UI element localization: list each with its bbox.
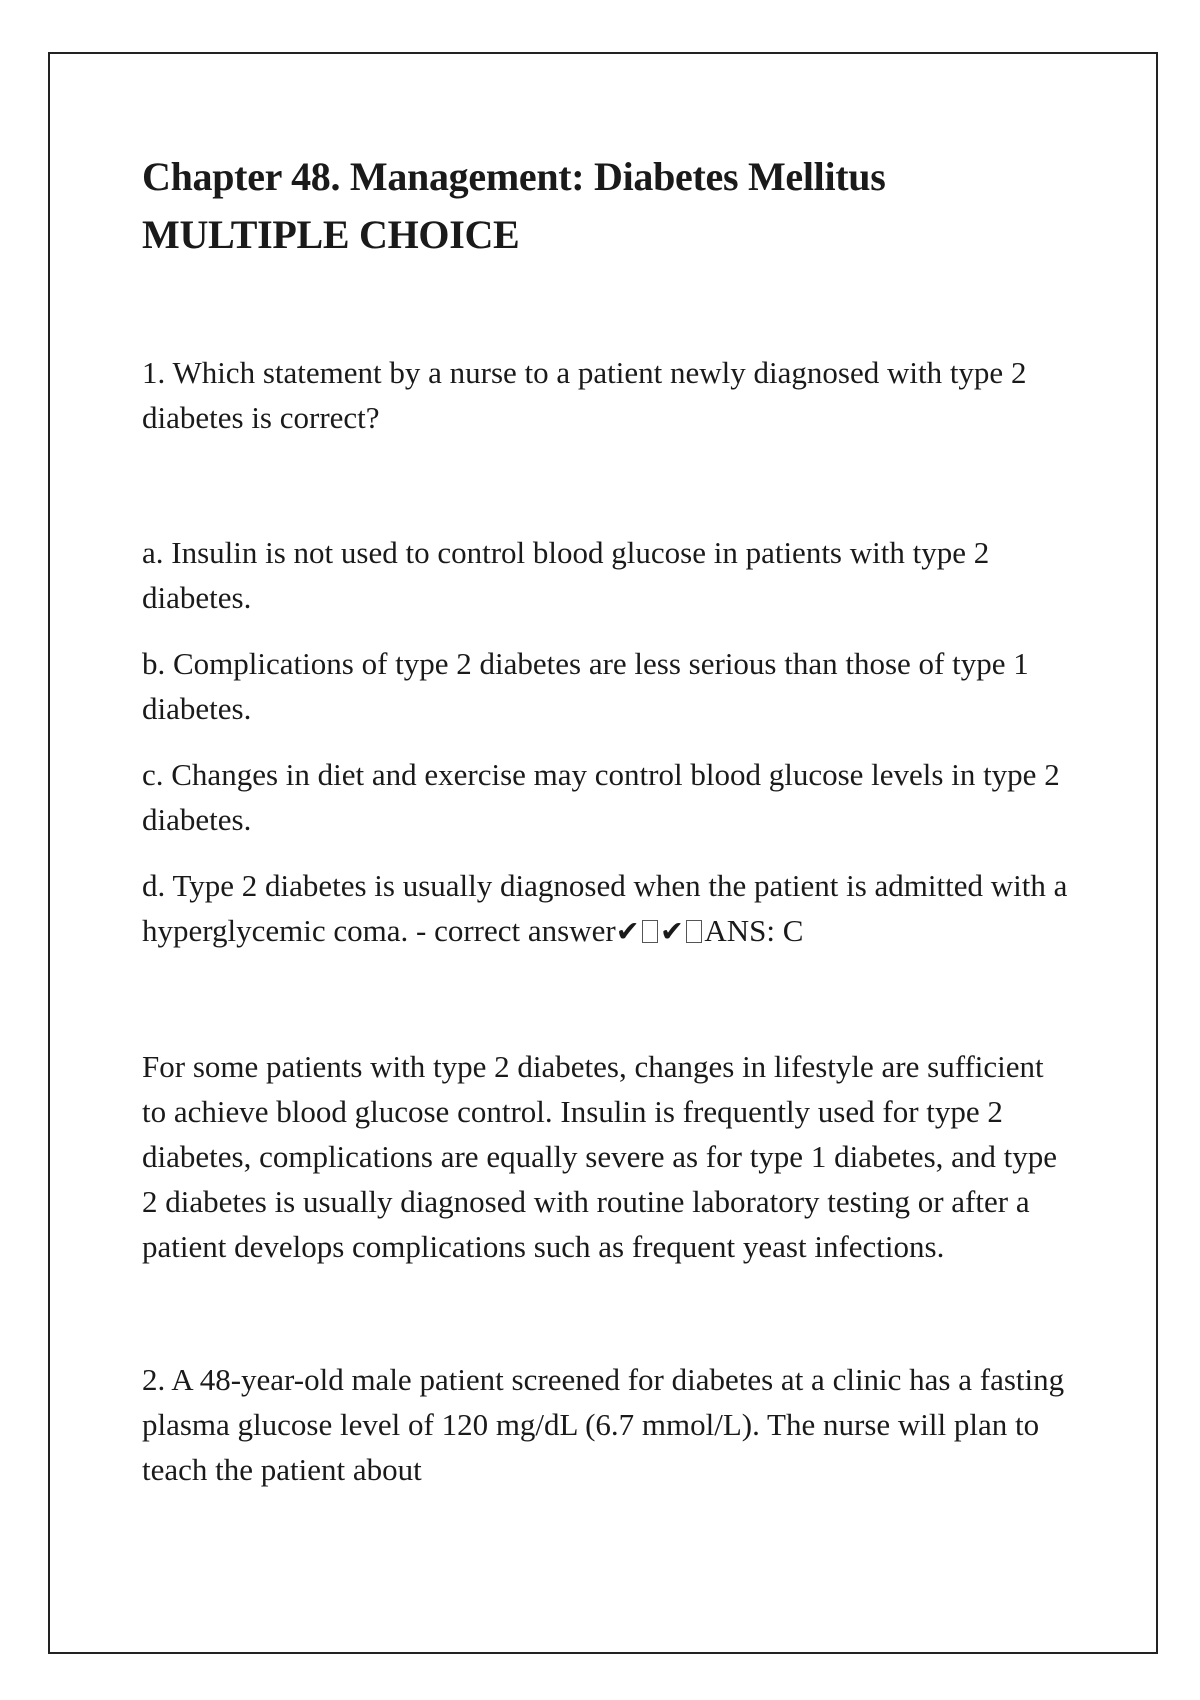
section-heading: MULTIPLE CHOICE [142,212,520,257]
question-2-stem: 2. A 48-year-old male patient screened for diabetes at a clinic has a fasting plasma glucose level of 120 mg/dL (6.7 mmol/L). The nurse will plan to teach the patient about [142,1362,1065,1487]
missing-glyph-box [642,920,658,942]
check-mark-icon: ✔ [615,915,640,948]
question-1-option-b: b. Complications of type 2 diabetes are less serious than those of type 1 diabetes. [142,646,1029,726]
question-1-option-d [142,863,1072,954]
question-1-stem: 1. Which statement by a nurse to a patient newly diagnosed with type 2 diabetes is correct? [142,355,1027,435]
chapter-title-line: Chapter 48. Management: Diabetes Mellitus [142,154,886,199]
option-d-text: d. Type 2 diabetes is usually diagnosed when the patient is admitted with a hyperglycemic coma. - correct answer [142,868,1068,948]
question-1-option-a: a. Insulin is not used to control blood glucose in patients with type 2 diabetes. [142,535,990,615]
question-1-option-c: c. Changes in diet and exercise may control blood glucose levels in type 2 diabetes. [142,757,1060,837]
missing-glyph-box [686,920,702,942]
check-mark-icon: ✔ [660,915,684,948]
answer-key: ANS: C [704,913,804,948]
chapter-title [142,148,1072,264]
document-content [142,148,1072,1492]
question-1-rationale: For some patients with type 2 diabetes, changes in lifestyle are sufficient to achieve blood glucose control. Insulin is frequently used for type 2 diabetes, complications are equally severe as for type 1 diabetes, and type 2 diabetes is usually diagnosed with routine laboratory testing or after a patient develops complications such as frequent yeast infections. [142,1049,1058,1264]
